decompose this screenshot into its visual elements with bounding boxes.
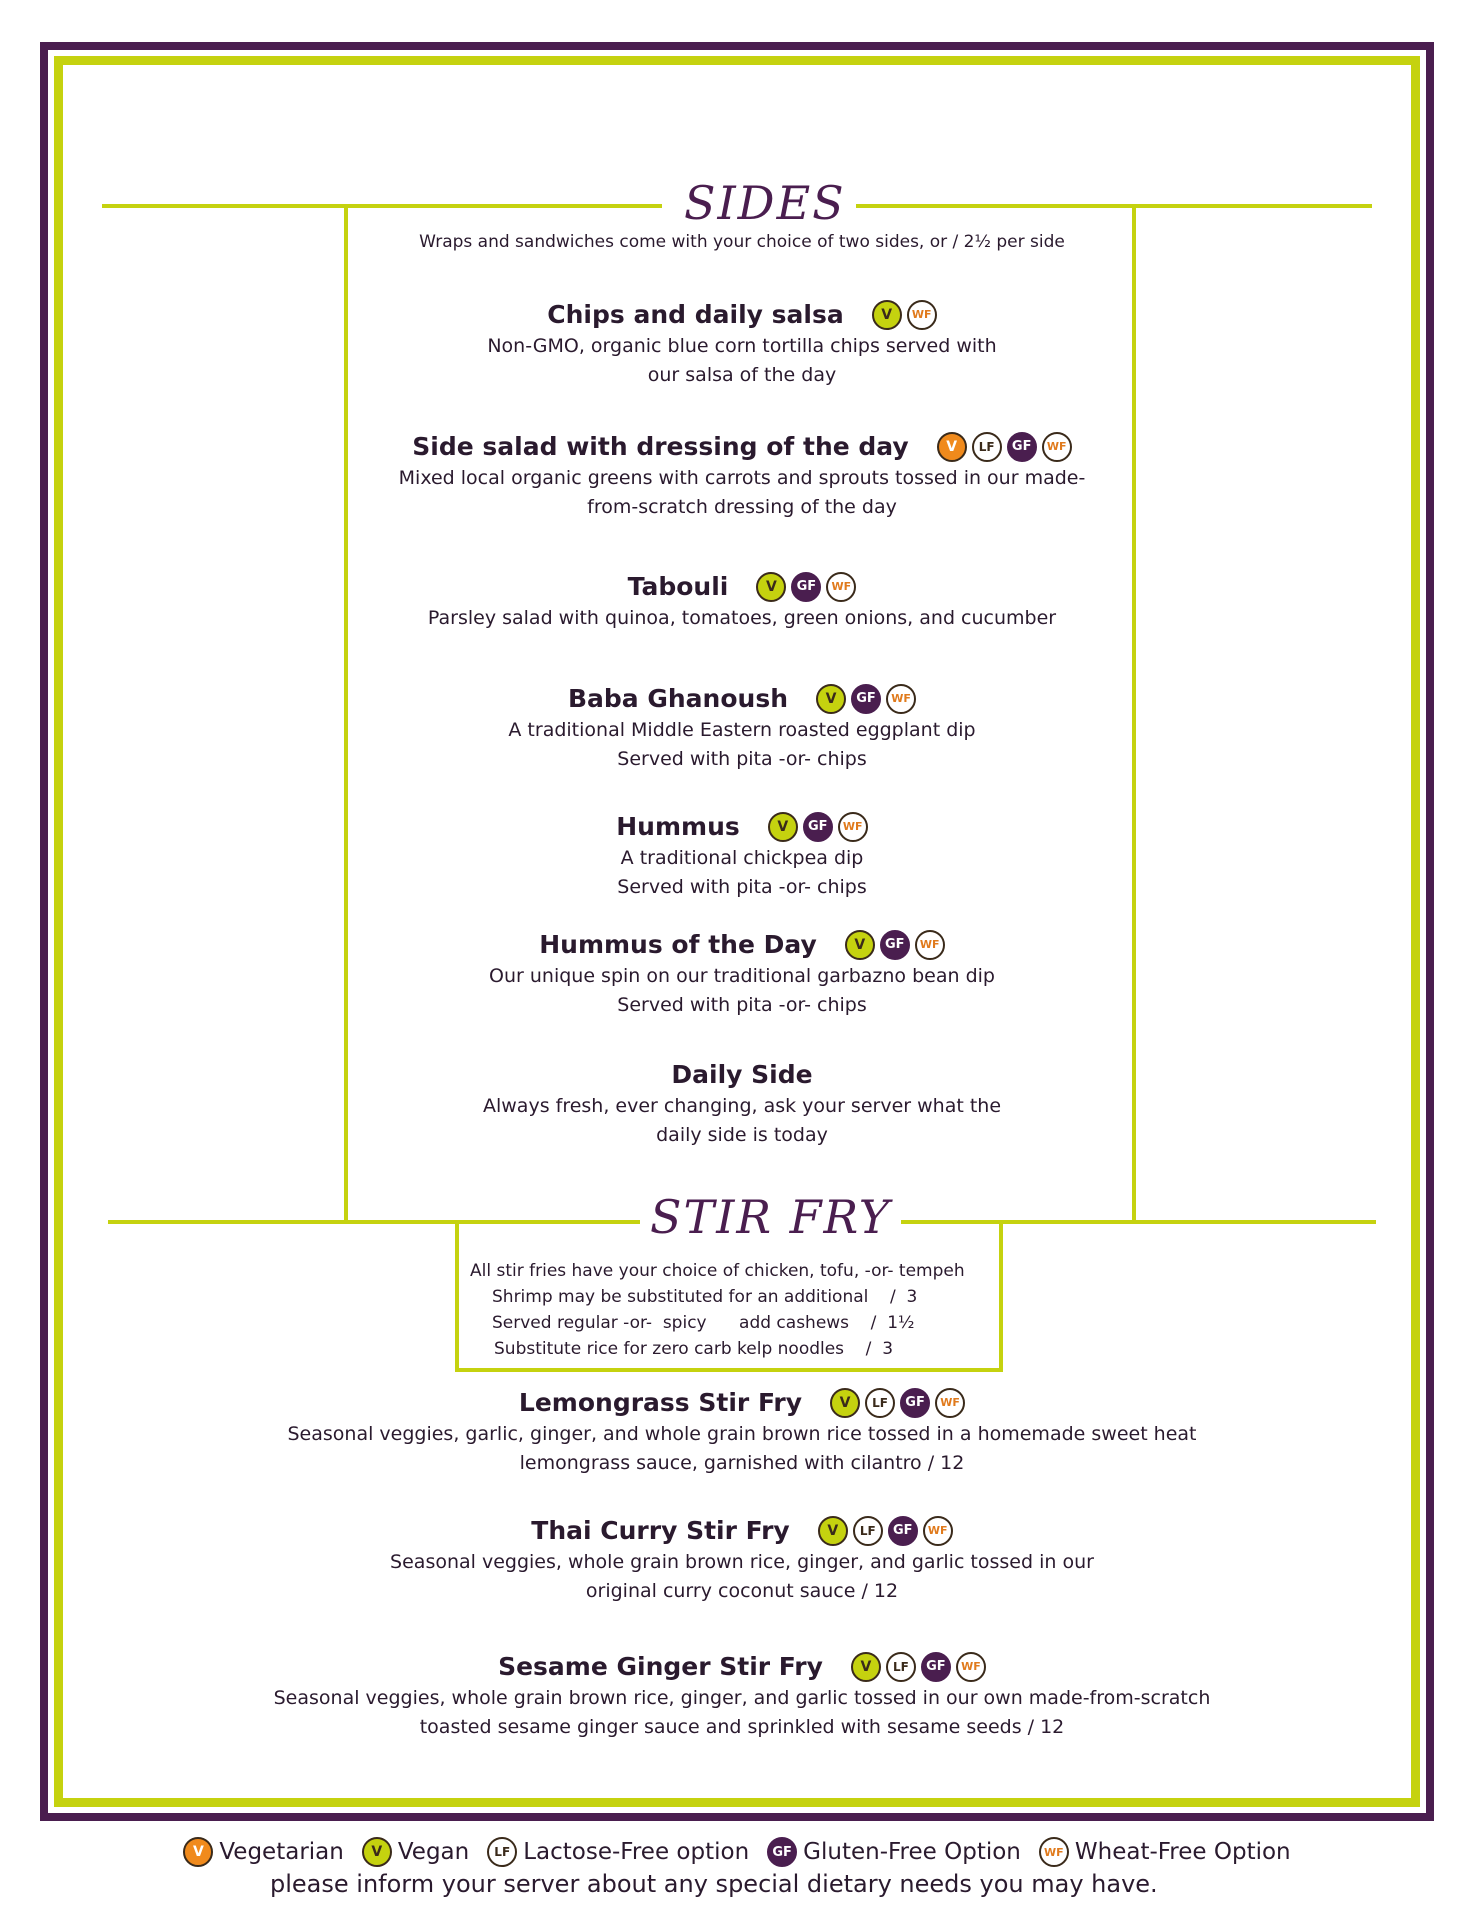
lf-icon: LF xyxy=(886,1652,916,1682)
menu-item-description: Seasonal veggies, whole grain brown rice, ginger, and garlic tossed in our xyxy=(390,1551,1094,1573)
sides-rule-left xyxy=(102,204,662,208)
vegan-icon: V xyxy=(818,1516,848,1546)
gf-icon: GF xyxy=(888,1516,918,1546)
vegan-icon: V xyxy=(768,812,798,842)
menu-item xyxy=(0,570,1484,633)
diet-icons xyxy=(818,1516,953,1546)
menu-item-description: Our unique spin on our traditional garbazno bean dip xyxy=(489,965,995,987)
wf-icon: WF xyxy=(838,812,868,842)
menu-item-description: Non-GMO, organic blue corn tortilla chips served with xyxy=(487,335,997,357)
menu-item xyxy=(0,682,1484,774)
legend-label: Lactose-Free option xyxy=(523,1839,750,1865)
diet-icons xyxy=(937,432,1072,462)
wf-icon: WF xyxy=(923,1516,953,1546)
menu-item-name xyxy=(498,1650,986,1684)
vegan-icon: V xyxy=(830,1388,860,1418)
menu-item-name xyxy=(616,810,868,844)
wf-icon: WF xyxy=(956,1652,986,1682)
menu-item-description: from-scratch dressing of the day xyxy=(587,496,897,518)
menu-item-name xyxy=(628,570,857,604)
vegan-icon: V xyxy=(362,1837,392,1867)
dietary-note: please inform your server about any special dietary needs you may have. xyxy=(270,1870,1158,1898)
stirfry-title: STIR FRY xyxy=(640,1190,901,1244)
vegan-icon: V xyxy=(816,684,846,714)
menu-item-name xyxy=(568,682,916,716)
menu-item-name xyxy=(519,1386,965,1420)
menu-item-description: our salsa of the day xyxy=(647,364,837,386)
wf-icon: WF xyxy=(886,684,916,714)
menu-item xyxy=(0,1650,1484,1742)
menu-item-name-text: Hummus xyxy=(616,812,740,841)
menu-item xyxy=(0,1514,1484,1606)
sides-rule-right xyxy=(832,204,1372,208)
wf-icon: WF xyxy=(826,572,856,602)
wf-icon: WF xyxy=(1039,1837,1069,1867)
dietary-legend xyxy=(0,1836,1484,1867)
wf-icon: WF xyxy=(915,930,945,960)
vegan-icon: V xyxy=(851,1652,881,1682)
menu-item-name xyxy=(531,1514,952,1548)
vegan-icon: V xyxy=(872,300,902,330)
diet-icons xyxy=(851,1652,986,1682)
diet-icons xyxy=(830,1388,965,1418)
menu-item-name-text: Baba Ghanoush xyxy=(567,684,789,713)
legend-item xyxy=(362,1837,469,1867)
stirfry-note-spicy: Served regular -or- spicy add cashews / 1½ xyxy=(492,1313,915,1333)
vegan-icon: V xyxy=(756,572,786,602)
lf-icon: LF xyxy=(487,1837,517,1867)
veg-icon: V xyxy=(937,432,967,462)
menu-item-description: A traditional Middle Eastern roasted eggplant dip xyxy=(508,719,976,741)
sides-title: SIDES xyxy=(674,176,856,230)
menu-item xyxy=(0,928,1484,1020)
menu-item-name xyxy=(412,430,1071,464)
gf-icon: GF xyxy=(803,812,833,842)
menu-item-description: daily side is today xyxy=(656,1124,828,1146)
legend-row xyxy=(183,1837,1300,1867)
stirfry-note-protein: All stir fries have your choice of chicken, tofu, -or- tempeh xyxy=(470,1261,965,1281)
wf-icon: WF xyxy=(935,1388,965,1418)
menu-item-name xyxy=(547,298,936,332)
menu-item-name xyxy=(671,1058,812,1092)
stirfry-notes xyxy=(455,1258,1018,1362)
gf-icon: GF xyxy=(1007,432,1037,462)
menu-item-description: original curry coconut sauce / 12 xyxy=(585,1580,899,1602)
gf-icon: GF xyxy=(791,572,821,602)
legend-label: Vegetarian xyxy=(219,1839,344,1865)
menu-item-description: Always fresh, ever changing, ask your server what the xyxy=(482,1095,1002,1117)
gf-icon: GF xyxy=(921,1652,951,1682)
vegan-icon: V xyxy=(845,930,875,960)
diet-icons xyxy=(816,684,916,714)
menu-item-description: Seasonal veggies, whole grain brown rice, ginger, and garlic tossed in our own made-from-scratch xyxy=(273,1687,1211,1709)
menu-item xyxy=(0,430,1484,522)
legend-label: Gluten-Free Option xyxy=(803,1839,1021,1865)
menu-item-name xyxy=(539,928,945,962)
diet-icons xyxy=(768,812,868,842)
menu-item-name-text: Chips and daily salsa xyxy=(547,300,844,329)
menu-item-name-text: Daily Side xyxy=(671,1060,813,1089)
menu-item-name-text: Lemongrass Stir Fry xyxy=(518,1388,803,1417)
lf-icon: LF xyxy=(853,1516,883,1546)
menu-item xyxy=(0,810,1484,902)
diet-icons xyxy=(756,572,856,602)
menu-item-description: lemongrass sauce, garnished with cilantro / 12 xyxy=(519,1452,965,1474)
menu-item xyxy=(0,1058,1484,1150)
wf-icon: WF xyxy=(907,300,937,330)
menu-item-description: Seasonal veggies, garlic, ginger, and whole grain brown rice tossed in a homemade sweet heat xyxy=(287,1423,1197,1445)
gf-icon: GF xyxy=(851,684,881,714)
menu-item-name-text: Sesame Ginger Stir Fry xyxy=(498,1652,823,1681)
menu-item-name-text: Side salad with dressing of the day xyxy=(412,432,909,461)
lf-icon: LF xyxy=(865,1388,895,1418)
legend-label: Wheat-Free Option xyxy=(1074,1839,1291,1865)
diet-icons xyxy=(872,300,937,330)
legend-item xyxy=(767,1837,1021,1867)
legend-item xyxy=(487,1837,749,1867)
menu-item-description: toasted sesame ginger sauce and sprinkled with sesame seeds / 12 xyxy=(419,1716,1065,1738)
menu-item-description: Served with pita -or- chips xyxy=(617,876,867,898)
menu-item-description: A traditional chickpea dip xyxy=(620,847,864,869)
gf-icon: GF xyxy=(767,1837,797,1867)
legend-item xyxy=(183,1837,343,1867)
menu-item xyxy=(0,298,1484,390)
menu-item-description: Served with pita -or- chips xyxy=(617,748,867,770)
menu-item-name-text: Tabouli xyxy=(627,572,729,601)
stirfry-note-kelp: Substitute rice for zero carb kelp noodles / 3 xyxy=(494,1339,894,1359)
menu-item-name-text: Thai Curry Stir Fry xyxy=(531,1516,790,1545)
menu-item-description: Parsley salad with quinoa, tomatoes, green onions, and cucumber xyxy=(427,607,1057,629)
menu-item-description: Served with pita -or- chips xyxy=(617,994,867,1016)
sides-note: Wraps and sandwiches come with your choice of two sides, or / 2½ per side xyxy=(419,232,1065,252)
menu-item xyxy=(0,1386,1484,1478)
lf-icon: LF xyxy=(972,432,1002,462)
legend-label: Vegan xyxy=(397,1839,470,1865)
gf-icon: GF xyxy=(900,1388,930,1418)
legend-item xyxy=(1039,1837,1291,1867)
gf-icon: GF xyxy=(880,930,910,960)
wf-icon: WF xyxy=(1042,432,1072,462)
stirfry-note-shrimp: Shrimp may be substituted for an additional / 3 xyxy=(492,1287,918,1307)
menu-item-name-text: Hummus of the Day xyxy=(539,930,817,959)
veg-icon: V xyxy=(183,1837,213,1867)
menu-item-description: Mixed local organic greens with carrots and sprouts tossed in our made- xyxy=(398,467,1086,489)
diet-icons xyxy=(845,930,945,960)
